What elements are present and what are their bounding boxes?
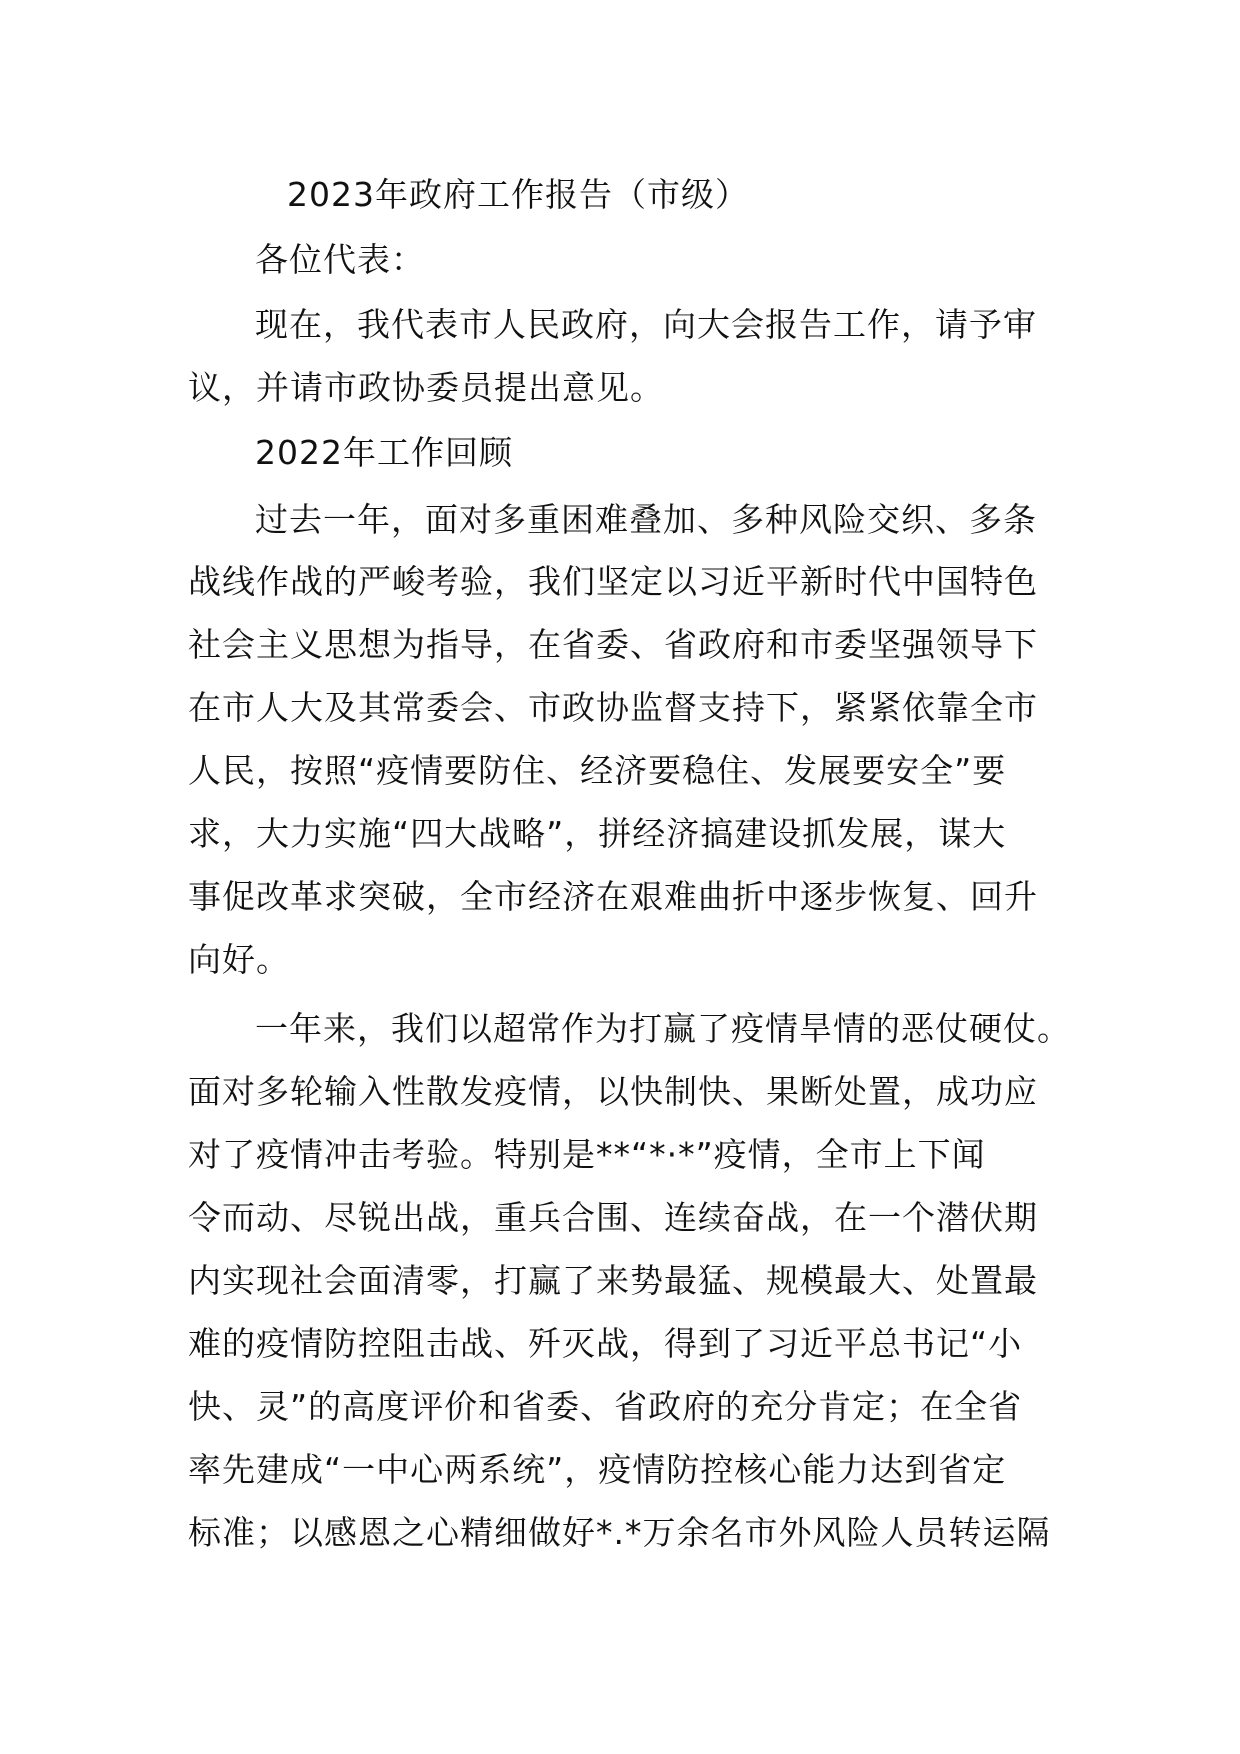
text-line: 快、灵”的高度评价和省委、省政府的充分肯定；在全省	[188, 1387, 1023, 1426]
salutation: 各位代表：	[255, 240, 425, 279]
text-line: 现在，我代表市人民政府，向大会报告工作，请予审	[255, 305, 1037, 344]
text-line: 率先建成“一中心两系统”，疫情防控核心能力达到省定	[188, 1450, 1007, 1489]
text-line: 在市人大及其常委会、市政协监督支持下，紧紧依靠全市	[188, 688, 1038, 727]
text-line: 事促改革求突破，全市经济在艰难曲折中逐步恢复、回升	[188, 877, 1038, 916]
text-line: 人民，按照“疫情要防住、经济要稳住、发展要安全”要	[188, 751, 1007, 790]
text-line: 向好。	[188, 940, 290, 979]
section-heading: 2022年工作回顾	[255, 433, 513, 472]
text-line: 过去一年，面对多重困难叠加、多种风险交织、多条	[255, 500, 1037, 539]
text-line: 社会主义思想为指导，在省委、省政府和市委坚强领导下	[188, 625, 1038, 664]
text-line: 战线作战的严峻考验，我们坚定以习近平新时代中国特色	[188, 562, 1038, 601]
text-line: 议，并请市政协委员提出意见。	[188, 368, 664, 407]
text-line: 内实现社会面清零，打赢了来势最猛、规模最大、处置最	[188, 1261, 1038, 1300]
text-line: 对了疫情冲击考验。特别是**“*·*”疫情，全市上下闻	[188, 1135, 986, 1174]
document-title: 2023年政府工作报告（市级）	[287, 175, 749, 214]
text-line: 求，大力实施“四大战略”，拼经济搞建设抓发展，谋大	[188, 814, 1007, 853]
text-line: 令而动、尽锐出战，重兵合围、连续奋战，在一个潜伏期	[188, 1198, 1038, 1237]
text-line: 标准；以感恩之心精细做好*.*万余名市外风险人员转运隔	[188, 1513, 1051, 1552]
text-line: 一年来，我们以超常作为打赢了疫情旱情的恶仗硬仗。	[255, 1009, 1071, 1048]
text-line: 难的疫情防控阻击战、歼灭战，得到了习近平总书记“小	[188, 1324, 1023, 1363]
text-line: 面对多轮输入性散发疫情，以快制快、果断处置，成功应	[188, 1072, 1038, 1111]
